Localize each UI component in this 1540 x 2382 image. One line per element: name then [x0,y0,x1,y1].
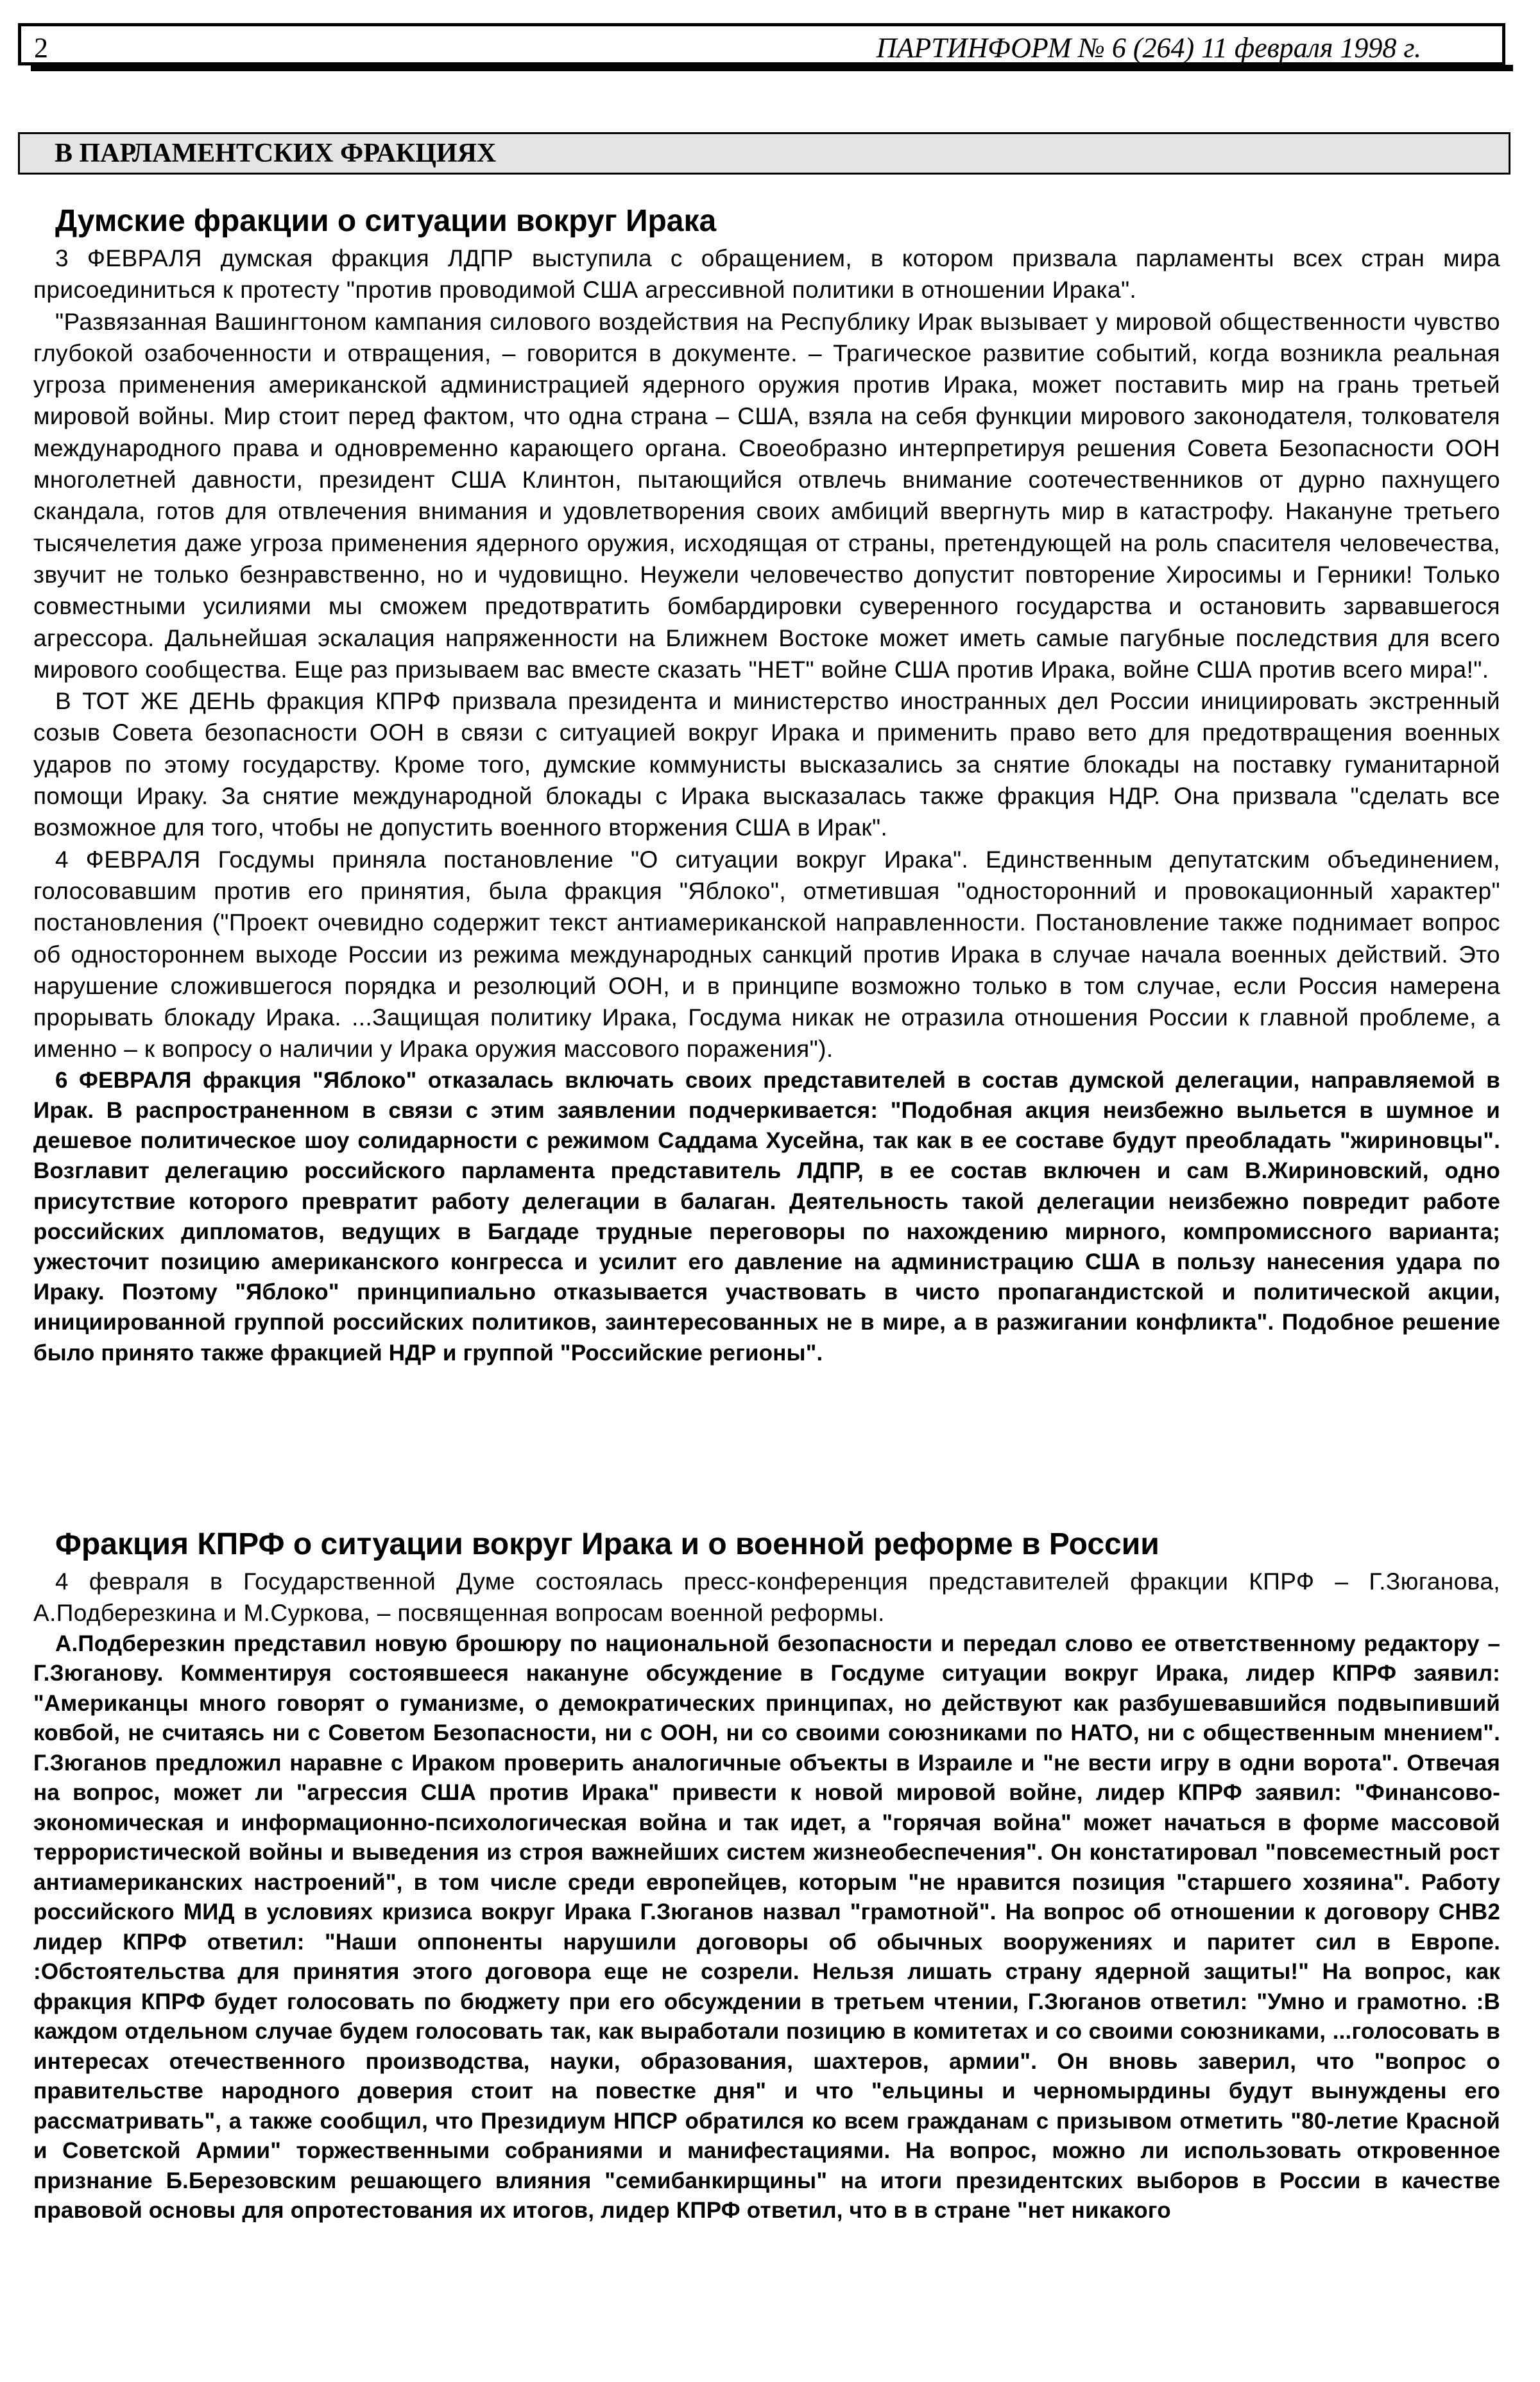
article-paragraph: 3 ФЕВРАЛЯ думская фракция ЛДПР выступила с обращением, в котором призвала парламенты всех стран мира присоединиться к протесту "против проводимой США агрессивной политики в отношении Ирака". [33,245,1500,304]
article-paragraph: 4 февраля в Государственной Думе состоялась пресс-конференция представителей фракции КПРФ – Г.Зюганова, А.Подберезкина и М.Суркова, – посвященная вопросам военной реформы. [33,1568,1500,1627]
article-paragraph-bold: 6 ФЕВРАЛЯ фракция "Яблоко" отказалась включать своих представителей в состав думской делегации, направляемой в Ирак. В распространенном в связи с этим заявлении подчеркивается: "Подобная акция неизбежно выльется в шумное и дешевое политическое шоу солидарности с режимом Саддама Хусейна, так как в ее составе будут преобладать "жириновцы". Возглавит делегацию российского парламента представитель ЛДПР, в ее состав включен и сам В.Жириновский, одно присутствие которого превратит работу делегации в балаган. Деятельность такой делегации неизбежно повредит работе российских дипломатов, ведущих в Багдаде трудные переговоры по нахождению мирного, компромиссного варианта; ужесточит позицию американского конгресса и усилит его давление на администрацию США в пользу нанесения удара по Ираку. Поэтому "Яблоко" принципиально отказывается участвовать в чисто пропагандистской и политической акции, инициированной группой российских политиков, заинтересованных не в мире, а в разжигании конфликта". Подобное решение было принято также фракцией НДР и группой "Российские регионы". [33,1067,1500,1366]
article-headline: Фракция КПРФ о ситуации вокруг Ирака и о военной реформе в России [55,1527,1159,1561]
article-iraq-factions [33,203,1500,1368]
article-paragraph-bold: А.Подберезкин представил новую брошюру по национальной безопасности и передал слово ее ответственному редактору – Г.Зюганову. Комментируя состоявшееся накануне обсуждение в Госдуме ситуации вокруг Ирака, лидер КПРФ заявил: "Американцы много говорят о гуманизме, о демократических принципах, но действуют как разбушевавшийся подвыпивший ковбой, не считаясь ни с Советом Безопасности, ни с ООН, ни со своими союзниками по НАТО, ни с общественным мнением". Г.Зюганов предложил наравне с Ираком проверить аналогичные объекты в Израиле и "не вести игру в одни ворота". Отвечая на вопрос, может ли "агрессия США против Ирака" привести к новой мировой войне, лидер КПРФ заявил: "Финансово-экономическая и информационно-психологическая война и так идет, а "горячая война" может начаться в форме массовой террористической войны и выведения из строя важнейших систем жизнеобеспечения". Он констатировал "повсеместный рост антиамериканских настроений", в том числе среди европейцев, которым "не нравится позиция "старшего хозяина". Работу российского МИД в условиях кризиса вокруг Ирака Г.Зюганов назвал "грамотной". На вопрос об отношении к договору СНВ2 лидер КПРФ ответил: "Наши оппоненты нарушили договоры об обычных вооружениях и паритет сил в Европе. :Обстоятельства для принятия этого договора еще не созрели. Нельзя лишать страну ядерной защиты!" На вопрос, как фракция КПРФ будет голосовать по бюджету при его обсуждении в третьем чтении, Г.Зюганов ответил: "Умно и грамотно. :В каждом отдельном случае будем голосовать так, как выработали позицию в комитетах и со своими союзниками, ...голосовать в интересах отечественного производства, науки, образования, шахтеров, армии". Он вновь заверил, что "вопрос о правительстве народного доверия стоит на повестке дня" и что "ельцины и черномырдины будут вынуждены его рассматривать", а также сообщил, что Президиум НПСР обратился ко всем гражданам с призывом отметить "80-летие Красной и Советской Армии" торжественными собраниями и манифестациями. На вопрос, можно ли использовать откровенное признание Б.Березовским решающего влияния "семибанкирщины" на итоги президентских выборов в России в качестве правовой основы для опротестования их итогов, лидер КПРФ ответил, что в в стране "нет никакого [33,1631,1500,2223]
article-paragraph: "Развязанная Вашингтоном кампания силового воздействия на Республику Ирак вызывает у мировой общественности чувство глубокой озабоченности и отвращения, – говорится в документе. – Трагическое развитие событий, когда возникла реальная угроза применения американской администрацией ядерного оружия против Ирака, может поставить мир на грань третьей мировой войны. Мир стоит перед фактом, что одна страна – США, взяла на себя функции мирового законодателя, толкователя международного права и одновременно карающего органа. Своеобразно интерпретируя решения Совета Безопасности ООН многолетней давности, президент США Клинтон, пытающийся отвлечь внимание соотечественников от дурно пахнущего скандала, готов для отвлечения внимания и удовлетворения своих амбиций ввергнуть мир в катастрофу. Накануне третьего тысячелетия даже угроза применения ядерного оружия, исходящая от страны, претендующей на роль спасителя человечества, звучит не только безнравственно, но и чудовищно. Неужели человечество допустит повторение Хиросимы и Герники! Только совместными усилиями мы сможем предотвратить бомбардировки суверенного государства и остановить зарвавшегося агрессора. Дальнейшая эскалация напряженности на Ближнем Востоке может иметь самые пагубные последствия для всего мирового сообщества. Еще раз призываем вас вместе сказать "НЕТ" войне США против Ирака, войне США против всего мира!". [33,308,1500,683]
header-shadow [31,65,1513,71]
article-paragraph: 4 ФЕВРАЛЯ Госдумы приняла постановление "О ситуации вокруг Ирака". Единственным депутатским объединением, голосовавшим против его принятия, была фракция "Яблоко", отметившая "односторонний и провокационный характер" постановления ("Проект очевидно содержит текст антиамериканской направленности. Постановление также поднимает вопрос об одностороннем выходе России из режима международных санкций против Ирака в случае начала военных действий. Это нарушение сложившегося порядка и резолюций ООН, и в принципе возможно только в том случае, если Россия намерена прорывать блокаду Ирака. ...Защищая политику Ирака, Госдума никак не отразила отношения России к главной проблеме, а именно – к вопросу о наличии у Ирака оружия массового поражения"). [33,846,1500,1063]
article-kprf-military-reform [33,1526,1500,2226]
publication-title: ПАРТИНФОРМ № 6 (264) 11 февраля 1998 г. [876,32,1421,64]
section-heading [18,132,1510,175]
section-title: В ПАРЛАМЕНТСКИХ ФРАКЦИЯХ [55,139,497,168]
article-headline: Думские фракции о ситуации вокруг Ирака [55,204,717,238]
article-paragraph: В ТОТ ЖЕ ДЕНЬ фракция КПРФ призвала президента и министерство иностранных дел России инициировать экстренный созыв Совета безопасности ООН в связи с ситуацией вокруг Ирака и применить право вето для предотвращения военных ударов по этому государству. Кроме того, думские коммунисты высказались за снятие блокады на поставку гуманитарной помощи Ираку. За снятие международной блокады с Ирака высказалась также фракция НДР. Она призвала "сделать все возможное для того, чтобы не допустить военного вторжения США в Ирак". [33,688,1500,841]
page-header [18,23,1505,65]
page-number: 2 [34,32,48,64]
